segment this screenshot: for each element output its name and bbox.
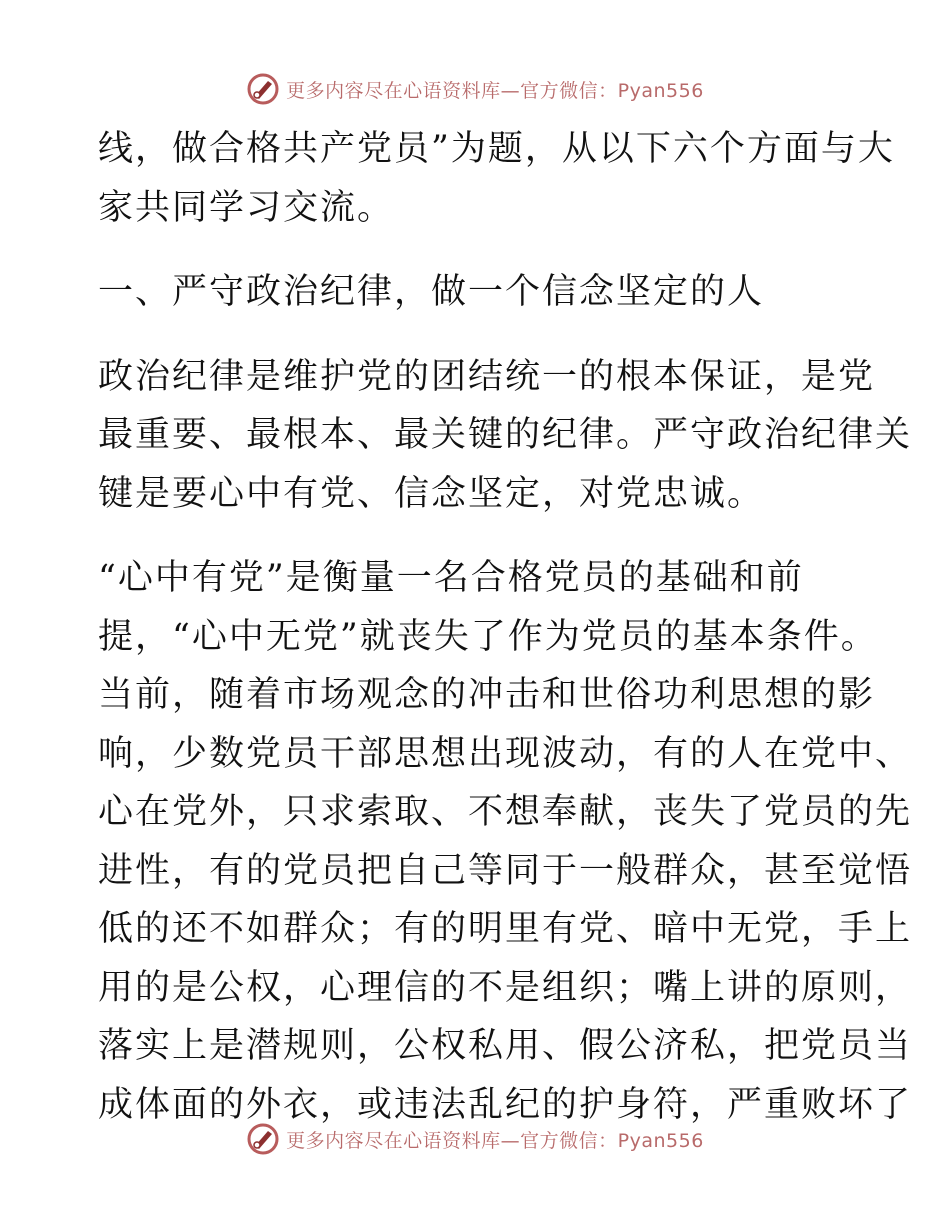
header-watermark-banner: [0, 72, 950, 106]
heading-line: 一、严守政治纪律，做一个信念坚定的人: [98, 272, 765, 312]
watermark-text: 更多内容尽在心语资料库—官方微信：Pyan556: [286, 1129, 704, 1152]
footer-watermark-banner: [0, 1122, 950, 1156]
text-line: 政治纪律是维护党的团结统一的根本保证，是党: [98, 356, 876, 397]
text-line: 线，做合格共产党员”为题，从以下六个方面与大: [98, 129, 895, 169]
watermark-text: 更多内容尽在心语资料库—官方微信：Pyan556: [286, 79, 704, 102]
text-line: 键是要心中有党、信念坚定，对党忠诚。: [98, 473, 765, 514]
paragraph: [98, 348, 913, 524]
brand-logo-icon: [246, 72, 280, 106]
paragraph: [98, 120, 895, 237]
text-line: 进性，有的党员把自己等同于一般群众，甚至觉悟: [98, 850, 913, 891]
text-line: 提，“心中无党”就丧失了作为党员的基本条件。: [98, 616, 878, 657]
section-heading: [98, 263, 858, 322]
paragraph: [98, 549, 913, 1134]
text-line: 心在党外，只求索取、不想奉献，丧失了党员的先: [98, 792, 913, 832]
document-body: [98, 120, 913, 1134]
text-line: 当前，随着市场观念的冲击和世俗功利思想的影: [98, 675, 876, 715]
text-line: 成体面的外衣，或违法乱纪的护身符，严重败坏了: [98, 1084, 913, 1125]
text-line: 最重要、最根本、最关键的纪律。严守政治纪律关: [98, 415, 913, 455]
brand-logo-icon: [246, 1122, 280, 1156]
text-line: 用的是公权，心理信的不是组织；嘴上讲的原则，: [98, 967, 913, 1008]
text-line: “心中有党”是衡量一名合格党员的基础和前: [98, 558, 804, 598]
text-line: 落实上是潜规则，公权私用、假公济私，把党员当: [98, 1026, 913, 1066]
text-line: 低的还不如群众；有的明里有党、暗中无党，手上: [98, 909, 913, 949]
text-line: 响，少数党员干部思想出现波动，有的人在党中、: [98, 733, 913, 774]
text-line: 家共同学习交流。: [98, 187, 395, 228]
